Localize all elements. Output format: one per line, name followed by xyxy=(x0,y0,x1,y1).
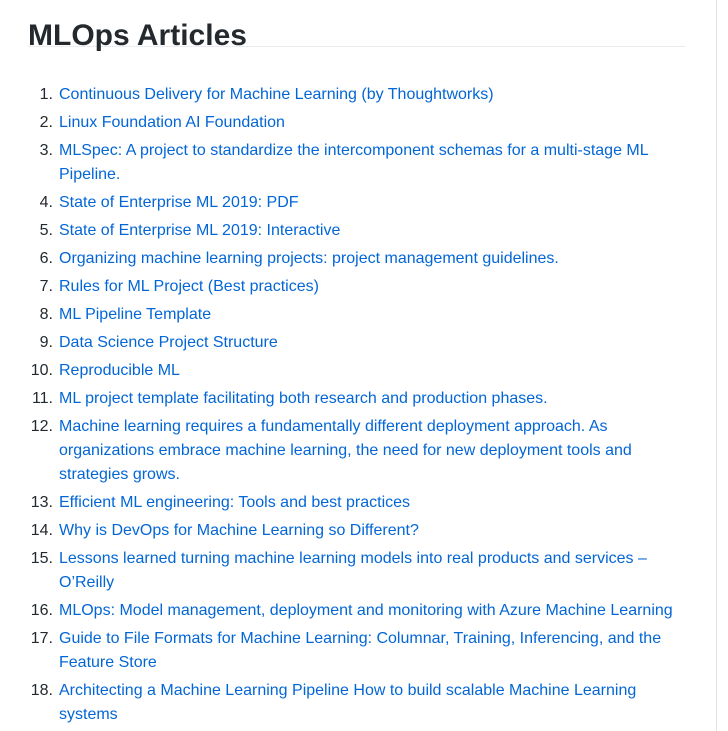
article-link[interactable]: Linux Foundation AI Foundation xyxy=(59,114,285,131)
list-item-number: 16. xyxy=(30,602,53,619)
list-item xyxy=(28,599,685,623)
list-item xyxy=(28,359,685,383)
list-item-number: 12. xyxy=(30,418,53,435)
article-link[interactable]: Data Science Project Structure xyxy=(59,334,278,351)
list-item-number: 6. xyxy=(39,250,53,267)
list-item-number: 14. xyxy=(30,522,53,539)
list-item-number: 17. xyxy=(30,630,53,647)
list-item-number: 11. xyxy=(31,390,53,407)
list-item-number: 1. xyxy=(39,86,53,103)
list-item xyxy=(28,387,685,411)
article-link[interactable]: ML Pipeline Template xyxy=(59,306,212,323)
article-link[interactable]: Why is DevOps for Machine Learning so Different? xyxy=(59,522,419,539)
list-item xyxy=(28,679,685,727)
article-link[interactable]: Architecting a Machine Learning Pipeline How to build scalable Machine Learning systems xyxy=(59,682,637,723)
article-link[interactable]: ML project template facilitating both research and production phases. xyxy=(59,390,548,407)
article-link[interactable]: Efficient ML engineering: Tools and best practices xyxy=(59,494,411,511)
list-item-number: 3. xyxy=(39,142,53,159)
list-item xyxy=(28,219,685,243)
article-link[interactable]: State of Enterprise ML 2019: Interactive xyxy=(59,222,341,239)
list-item-number: 10. xyxy=(30,362,53,379)
article-content xyxy=(28,0,685,723)
list-item xyxy=(28,303,685,327)
list-item xyxy=(28,111,685,135)
list-item xyxy=(28,627,685,675)
list-item xyxy=(28,275,685,299)
list-item-number: 13. xyxy=(30,494,53,511)
list-item-number: 2. xyxy=(39,114,53,131)
list-item xyxy=(28,519,685,543)
article-link[interactable]: Machine learning requires a fundamentally different deployment approach. As organizations embrace machine learning, the need for new deployment tools and strategies grows. xyxy=(59,418,632,483)
list-item-number: 4. xyxy=(39,194,53,211)
list-item-number: 8. xyxy=(39,306,53,323)
list-item xyxy=(28,247,685,271)
article-list xyxy=(28,83,685,731)
list-item xyxy=(28,139,685,187)
list-item xyxy=(28,547,685,595)
page-right-border xyxy=(716,0,717,731)
list-item-number: 18. xyxy=(30,682,53,699)
article-link[interactable]: State of Enterprise ML 2019: PDF xyxy=(59,194,299,211)
article-link[interactable]: Rules for ML Project (Best practices) xyxy=(59,278,319,295)
article-link[interactable]: Reproducible ML xyxy=(59,362,180,379)
list-item xyxy=(28,415,685,487)
article-link[interactable]: MLSpec: A project to standardize the intercomponent schemas for a multi-stage ML Pipeline. xyxy=(59,142,649,183)
article-link[interactable]: MLOps: Model management, deployment and monitoring with Azure Machine Learning xyxy=(59,602,673,619)
page-title: MLOps Articles xyxy=(28,0,685,47)
article-link[interactable]: Organizing machine learning projects: project management guidelines. xyxy=(59,250,559,267)
list-item xyxy=(28,191,685,215)
article-link[interactable]: Lessons learned turning machine learning models into real products and services – O’Reilly xyxy=(59,550,647,591)
article-link[interactable]: Continuous Delivery for Machine Learning (by Thoughtworks) xyxy=(59,86,494,103)
list-item xyxy=(28,331,685,355)
list-item-number: 5. xyxy=(39,222,53,239)
list-item-number: 7. xyxy=(39,278,53,295)
list-item xyxy=(28,83,685,107)
list-item xyxy=(28,491,685,515)
list-item-number: 9. xyxy=(39,334,53,351)
list-item-number: 15. xyxy=(30,550,53,567)
article-link[interactable]: Guide to File Formats for Machine Learning: Columnar, Training, Inferencing, and the Feature Store xyxy=(59,630,662,671)
